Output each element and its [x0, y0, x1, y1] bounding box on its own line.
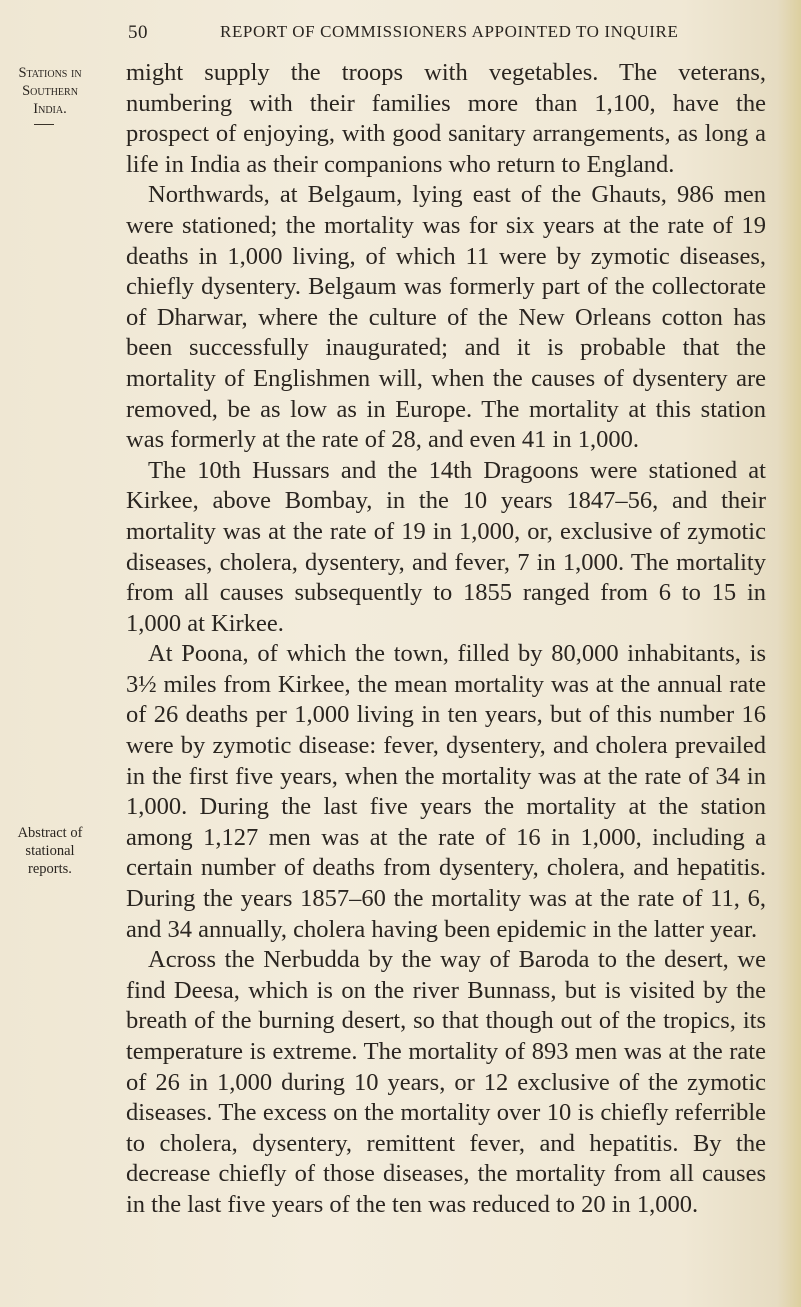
paragraph: might supply the troops with vegetables. The veterans, numbering with their families more than 1,100, have the prospect of enjoying, with good sanitary arrangements, as long a life in India as their companions who return to England. [126, 59, 766, 178]
margin-dash [34, 124, 54, 125]
body-text [126, 58, 766, 1221]
margin-note-stations: Stations in Southern India. [18, 65, 82, 117]
paragraph: The 10th Hussars and the 14th Dragoons were stationed at Kirkee, above Bombay, in the 10 years 1847–56, and their mortality was at the rate of 19 in 1,000, or, exclusive of zymotic diseases, cholera, dysentery, and fever, 7 in 1,000. The mortality from all causes subsequently to 1855 ranged from 6 to 15 in 1,000 at Kirkee. [126, 456, 766, 637]
running-title: REPORT OF COMMISSIONERS APPOINTED TO INQUIRE [220, 22, 679, 41]
paragraph: Across the Nerbudda by the way of Baroda to the desert, we find Deesa, which is on the river Bunnass, but is visited by the breath of the burning desert, so that though out of the tropics, its temperature is extreme. The mortality of 893 men was at the rate of 26 in 1,000 during 10 years, or 12 exclusive of the zymotic diseases. The excess on the mortality over 10 is chiefly referrible to cholera, dysentery, remittent fever, and hepatitis. By the decrease chiefly of those diseases, the mortality from all causes in the last five years of the ten was reduced to 20 in 1,000. [126, 946, 766, 1218]
margin-note-abstract: Abstract of stational reports. [17, 825, 83, 877]
page-number: 50 [128, 22, 148, 43]
paragraph: Northwards, at Belgaum, lying east of the Ghauts, 986 men were stationed; the mortality was for six years at the rate of 19 deaths in 1,000 living, of which 11 were by zymotic diseases, chiefly dysentery. Belgaum was formerly part of the collectorate of Dharwar, where the culture of the New Orleans cotton has been successfully inaugurated; and it is probable that the mortality of Englishmen will, when the causes of dysentery are removed, be as low as in Europe. The mortality at this station was formerly at the rate of 28, and even 41 in 1,000. [126, 181, 766, 454]
paragraph: At Poona, of which the town, filled by 80,000 inhabitants, is 3½ miles from Kirkee, the mean mortality was at the annual rate of 26 deaths per 1,000 living in ten years, but of this number 16 were by zymotic disease: fever, dysentery, and cholera prevailed in the first five years, when the mortality was at the rate of 34 in 1,000. During the last five years the mortality at the station among 1,127 men was at the rate of 16 in 1,000, including a certain number of deaths from dysentery, cholera, and hepatitis. During the years 1857–60 the mortality was at the rate of 11, 6, and 34 annually, cholera having been epidemic in the latter year. [126, 640, 766, 943]
